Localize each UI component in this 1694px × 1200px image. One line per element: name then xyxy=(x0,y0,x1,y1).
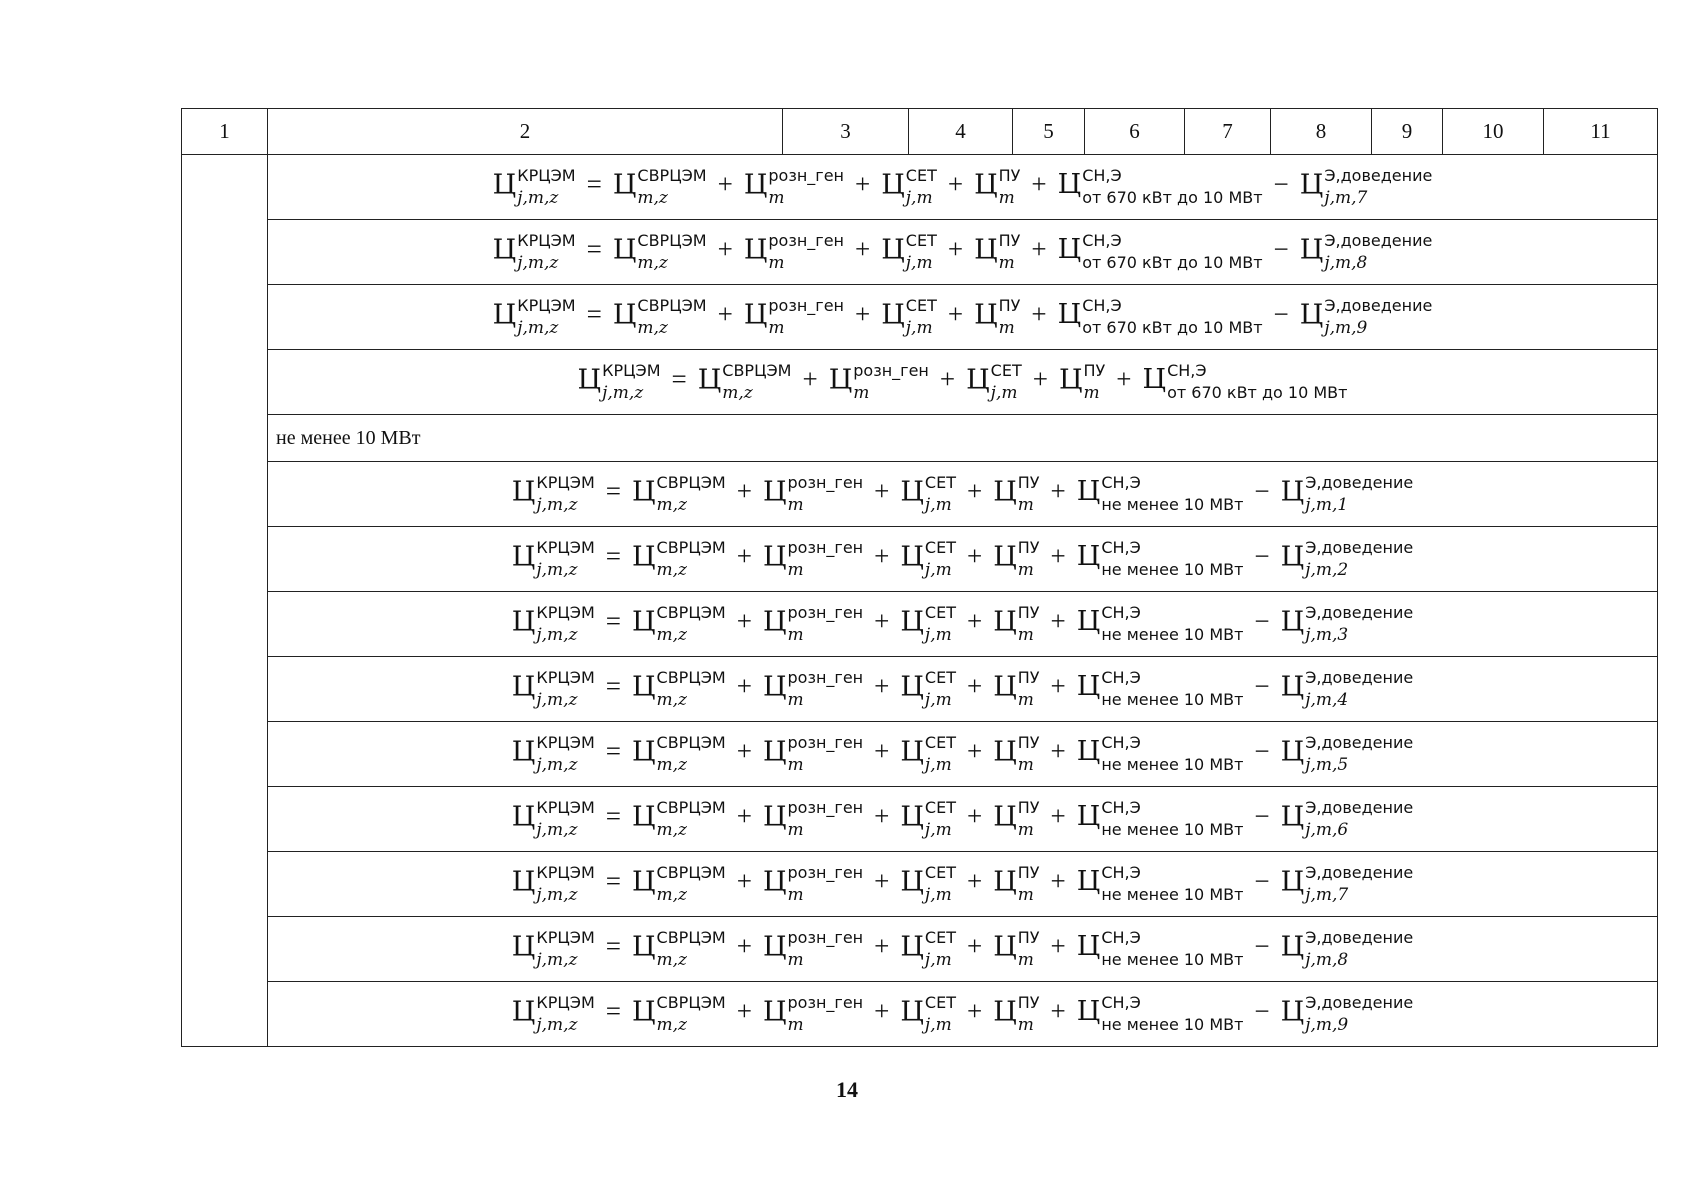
pu-price: Ц ПУ m xyxy=(993,732,1040,775)
delivery-part: − Ц Э,доведение j,m,4 xyxy=(1254,667,1414,710)
formula-row xyxy=(182,527,1658,592)
delivery-part: − Ц Э,доведение j,m,6 xyxy=(1254,797,1414,840)
sn-markup: Ц СН,Э от 670 кВт до 10 МВт xyxy=(1057,231,1263,272)
krcem-price: Ц КРЦЭМ j,m,z xyxy=(511,472,595,515)
retail-gen-price: Ц розн_ген m xyxy=(743,165,844,208)
retail-gen-price: Ц розн_ген m xyxy=(762,797,864,840)
delivery-term: Ц Э,доведение j,m,4 xyxy=(1280,667,1414,710)
formula-cell xyxy=(268,527,1658,592)
network-price: Ц СЕТ j,m xyxy=(881,165,937,208)
formula-cell xyxy=(268,285,1658,350)
sn-markup: Ц СН,Э не менее 10 МВт xyxy=(1076,538,1244,579)
retail-gen-price: Ц розн_ген m xyxy=(762,602,864,645)
retail-gen-price: Ц розн_ген m xyxy=(743,230,844,273)
svrcem-price: Ц СВРЦЭМ m,z xyxy=(697,360,792,403)
formula-row xyxy=(182,350,1658,415)
formula-row xyxy=(182,285,1658,350)
delivery-term: Ц Э,доведение j,m,8 xyxy=(1299,230,1433,273)
delivery-part: − Ц Э,доведение j,m,9 xyxy=(1273,295,1433,338)
pu-price: Ц ПУ m xyxy=(974,230,1021,273)
pu-price: Ц ПУ m xyxy=(993,472,1040,515)
formula-row xyxy=(182,787,1658,852)
krcem-price: Ц КРЦЭМ j,m,z xyxy=(492,295,576,338)
formula-cell xyxy=(268,917,1658,982)
delivery-part: − Ц Э,доведение j,m,2 xyxy=(1254,537,1414,580)
price-formula: Ц КРЦЭМ j,m,z = Ц СВРЦЭМ m,z + Ц розн_ген m + Ц СЕТ j,m + Ц ПУ m + Ц СН,Э от 670 кВт до 10 МВт − Ц Э,доведение j,m,8 xyxy=(492,230,1433,273)
pu-price: Ц ПУ m xyxy=(974,165,1021,208)
pu-price: Ц ПУ m xyxy=(993,862,1040,905)
krcem-price: Ц КРЦЭМ j,m,z xyxy=(511,862,595,905)
svrcem-price: Ц СВРЦЭМ m,z xyxy=(631,797,726,840)
sn-markup: Ц СН,Э не менее 10 МВт xyxy=(1076,668,1244,709)
formula-row xyxy=(182,592,1658,657)
krcem-price: Ц КРЦЭМ j,m,z xyxy=(511,667,595,710)
retail-gen-price: Ц розн_ген m xyxy=(743,295,844,338)
retail-gen-price: Ц розн_ген m xyxy=(762,927,864,970)
krcem-price: Ц КРЦЭМ j,m,z xyxy=(492,165,576,208)
sn-markup: Ц СН,Э от 670 кВт до 10 МВт xyxy=(1057,296,1263,337)
price-formula: Ц КРЦЭМ j,m,z = Ц СВРЦЭМ m,z + Ц розн_ген m + Ц СЕТ j,m + Ц ПУ m + Ц СН,Э от 670 кВт до 10 МВт xyxy=(577,360,1348,403)
retail-gen-price: Ц розн_ген m xyxy=(762,992,864,1035)
network-price: Ц СЕТ j,m xyxy=(900,732,956,775)
formula-row xyxy=(182,982,1658,1047)
section-label: не менее 10 МВт xyxy=(268,415,1658,462)
sn-markup: Ц СН,Э не менее 10 МВт xyxy=(1076,928,1244,969)
pu-price: Ц ПУ m xyxy=(993,797,1040,840)
delivery-part: − Ц Э,доведение j,m,8 xyxy=(1254,927,1414,970)
price-formula: Ц КРЦЭМ j,m,z = Ц СВРЦЭМ m,z + Ц розн_ген m + Ц СЕТ j,m + Ц ПУ m + Ц СН,Э не менее 10 МВт − Ц Э,доведение j,m,6 xyxy=(511,797,1414,840)
network-price: Ц СЕТ j,m xyxy=(900,992,956,1035)
svrcem-price: Ц СВРЦЭМ m,z xyxy=(631,862,726,905)
retail-gen-price: Ц розн_ген m xyxy=(762,862,864,905)
network-price: Ц СЕТ j,m xyxy=(966,360,1022,403)
formula-cell xyxy=(268,852,1658,917)
pu-price: Ц ПУ m xyxy=(993,992,1040,1035)
svrcem-price: Ц СВРЦЭМ m,z xyxy=(631,472,726,515)
retail-gen-price: Ц розн_ген m xyxy=(762,537,864,580)
header-cell: 2 xyxy=(268,109,783,155)
delivery-part: − Ц Э,доведение j,m,9 xyxy=(1254,992,1414,1035)
krcem-price: Ц КРЦЭМ j,m,z xyxy=(511,992,595,1035)
sn-markup: Ц СН,Э не менее 10 МВт xyxy=(1076,473,1244,514)
sn-markup: Ц СН,Э от 670 кВт до 10 МВт xyxy=(1142,361,1348,402)
delivery-term: Ц Э,доведение j,m,5 xyxy=(1280,732,1414,775)
sn-markup: Ц СН,Э не менее 10 МВт xyxy=(1076,798,1244,839)
svrcem-price: Ц СВРЦЭМ m,z xyxy=(631,927,726,970)
header-cell: 9 xyxy=(1372,109,1443,155)
delivery-term: Ц Э,доведение j,m,9 xyxy=(1280,992,1414,1035)
formula-row xyxy=(182,852,1658,917)
formula-cell xyxy=(268,657,1658,722)
formula-table xyxy=(181,108,1658,1047)
header-cell: 7 xyxy=(1185,109,1271,155)
price-formula: Ц КРЦЭМ j,m,z = Ц СВРЦЭМ m,z + Ц розн_ген m + Ц СЕТ j,m + Ц ПУ m + Ц СН,Э не менее 10 МВт − Ц Э,доведение j,m,7 xyxy=(511,862,1414,905)
network-price: Ц СЕТ j,m xyxy=(900,667,956,710)
delivery-term: Ц Э,доведение j,m,6 xyxy=(1280,797,1414,840)
formula-row xyxy=(182,220,1658,285)
formula-cell xyxy=(268,220,1658,285)
network-price: Ц СЕТ j,m xyxy=(881,230,937,273)
price-formula: Ц КРЦЭМ j,m,z = Ц СВРЦЭМ m,z + Ц розн_ген m + Ц СЕТ j,m + Ц ПУ m + Ц СН,Э не менее 10 МВт − Ц Э,доведение j,m,8 xyxy=(511,927,1414,970)
formula-cell xyxy=(268,350,1658,415)
pu-price: Ц ПУ m xyxy=(974,295,1021,338)
network-price: Ц СЕТ j,m xyxy=(900,797,956,840)
retail-gen-price: Ц розн_ген m xyxy=(762,667,864,710)
delivery-term: Ц Э,доведение j,m,1 xyxy=(1280,472,1414,515)
delivery-part: − Ц Э,доведение j,m,5 xyxy=(1254,732,1414,775)
delivery-term: Ц Э,доведение j,m,8 xyxy=(1280,927,1414,970)
delivery-term: Ц Э,доведение j,m,9 xyxy=(1299,295,1433,338)
price-formula: Ц КРЦЭМ j,m,z = Ц СВРЦЭМ m,z + Ц розн_ген m + Ц СЕТ j,m + Ц ПУ m + Ц СН,Э не менее 10 МВт − Ц Э,доведение j,m,5 xyxy=(511,732,1414,775)
header-cell: 10 xyxy=(1443,109,1544,155)
network-price: Ц СЕТ j,m xyxy=(900,927,956,970)
delivery-term: Ц Э,доведение j,m,7 xyxy=(1299,165,1433,208)
krcem-price: Ц КРЦЭМ j,m,z xyxy=(511,732,595,775)
sn-markup: Ц СН,Э не менее 10 МВт xyxy=(1076,863,1244,904)
price-formula: Ц КРЦЭМ j,m,z = Ц СВРЦЭМ m,z + Ц розн_ген m + Ц СЕТ j,m + Ц ПУ m + Ц СН,Э не менее 10 МВт − Ц Э,доведение j,m,1 xyxy=(511,472,1414,515)
formula-row xyxy=(182,917,1658,982)
header-cell: 1 xyxy=(182,109,268,155)
krcem-price: Ц КРЦЭМ j,m,z xyxy=(511,537,595,580)
krcem-price: Ц КРЦЭМ j,m,z xyxy=(577,360,661,403)
retail-gen-price: Ц розн_ген m xyxy=(828,360,929,403)
header-cell: 3 xyxy=(783,109,909,155)
krcem-price: Ц КРЦЭМ j,m,z xyxy=(492,230,576,273)
retail-gen-price: Ц розн_ген m xyxy=(762,472,864,515)
pu-price: Ц ПУ m xyxy=(993,667,1040,710)
formula-cell xyxy=(268,155,1658,220)
svrcem-price: Ц СВРЦЭМ m,z xyxy=(631,732,726,775)
pu-price: Ц ПУ m xyxy=(993,602,1040,645)
formula-cell xyxy=(268,982,1658,1047)
svrcem-price: Ц СВРЦЭМ m,z xyxy=(612,295,707,338)
price-formula: Ц КРЦЭМ j,m,z = Ц СВРЦЭМ m,z + Ц розн_ген m + Ц СЕТ j,m + Ц ПУ m + Ц СН,Э не менее 10 МВт − Ц Э,доведение j,m,9 xyxy=(511,992,1414,1035)
formula-cell xyxy=(268,722,1658,787)
krcem-price: Ц КРЦЭМ j,m,z xyxy=(511,602,595,645)
svrcem-price: Ц СВРЦЭМ m,z xyxy=(631,602,726,645)
price-formula: Ц КРЦЭМ j,m,z = Ц СВРЦЭМ m,z + Ц розн_ген m + Ц СЕТ j,m + Ц ПУ m + Ц СН,Э не менее 10 МВт − Ц Э,доведение j,m,4 xyxy=(511,667,1414,710)
header-cell: 5 xyxy=(1013,109,1085,155)
svrcem-price: Ц СВРЦЭМ m,z xyxy=(631,537,726,580)
network-price: Ц СЕТ j,m xyxy=(900,862,956,905)
pu-price: Ц ПУ m xyxy=(993,537,1040,580)
sn-markup: Ц СН,Э от 670 кВт до 10 МВт xyxy=(1057,166,1263,207)
formula-row xyxy=(182,462,1658,527)
formula-row xyxy=(182,722,1658,787)
network-price: Ц СЕТ j,m xyxy=(900,537,956,580)
formula-cell xyxy=(268,592,1658,657)
svrcem-price: Ц СВРЦЭМ m,z xyxy=(631,667,726,710)
delivery-term: Ц Э,доведение j,m,3 xyxy=(1280,602,1414,645)
sn-markup: Ц СН,Э не менее 10 МВт xyxy=(1076,603,1244,644)
header-cell: 6 xyxy=(1085,109,1185,155)
formula-row xyxy=(182,657,1658,722)
krcem-price: Ц КРЦЭМ j,m,z xyxy=(511,797,595,840)
price-formula: Ц КРЦЭМ j,m,z = Ц СВРЦЭМ m,z + Ц розн_ген m + Ц СЕТ j,m + Ц ПУ m + Ц СН,Э от 670 кВт до 10 МВт − Ц Э,доведение j,m,7 xyxy=(492,165,1433,208)
page-number: 14 xyxy=(836,1077,858,1102)
delivery-part: − Ц Э,доведение j,m,8 xyxy=(1273,230,1433,273)
delivery-part: − Ц Э,доведение j,m,3 xyxy=(1254,602,1414,645)
sn-markup: Ц СН,Э не менее 10 МВт xyxy=(1076,733,1244,774)
network-price: Ц СЕТ j,m xyxy=(900,472,956,515)
sn-markup: Ц СН,Э не менее 10 МВт xyxy=(1076,993,1244,1034)
header-row xyxy=(182,109,1658,155)
header-cell: 4 xyxy=(909,109,1013,155)
network-price: Ц СЕТ j,m xyxy=(900,602,956,645)
pu-price: Ц ПУ m xyxy=(1058,360,1106,403)
svrcem-price: Ц СВРЦЭМ m,z xyxy=(631,992,726,1035)
delivery-part: − Ц Э,доведение j,m,1 xyxy=(1254,472,1414,515)
price-formula: Ц КРЦЭМ j,m,z = Ц СВРЦЭМ m,z + Ц розн_ген m + Ц СЕТ j,m + Ц ПУ m + Ц СН,Э не менее 10 МВт − Ц Э,доведение j,m,3 xyxy=(511,602,1414,645)
formula-cell xyxy=(268,787,1658,852)
svrcem-price: Ц СВРЦЭМ m,z xyxy=(612,165,707,208)
header-cell: 11 xyxy=(1544,109,1658,155)
price-formula: Ц КРЦЭМ j,m,z = Ц СВРЦЭМ m,z + Ц розн_ген m + Ц СЕТ j,m + Ц ПУ m + Ц СН,Э от 670 кВт до 10 МВт − Ц Э,доведение j,m,9 xyxy=(492,295,1433,338)
network-price: Ц СЕТ j,m xyxy=(881,295,937,338)
retail-gen-price: Ц розн_ген m xyxy=(762,732,864,775)
price-formula: Ц КРЦЭМ j,m,z = Ц СВРЦЭМ m,z + Ц розн_ген m + Ц СЕТ j,m + Ц ПУ m + Ц СН,Э не менее 10 МВт − Ц Э,доведение j,m,2 xyxy=(511,537,1414,580)
column-1-cell xyxy=(182,155,268,1047)
header-cell: 8 xyxy=(1271,109,1372,155)
svrcem-price: Ц СВРЦЭМ m,z xyxy=(612,230,707,273)
krcem-price: Ц КРЦЭМ j,m,z xyxy=(511,927,595,970)
delivery-term: Ц Э,доведение j,m,2 xyxy=(1280,537,1414,580)
formula-cell xyxy=(268,462,1658,527)
section-row xyxy=(182,415,1658,462)
formula-row xyxy=(182,155,1658,220)
delivery-part: − Ц Э,доведение j,m,7 xyxy=(1254,862,1414,905)
pu-price: Ц ПУ m xyxy=(993,927,1040,970)
delivery-part: − Ц Э,доведение j,m,7 xyxy=(1273,165,1433,208)
delivery-term: Ц Э,доведение j,m,7 xyxy=(1280,862,1414,905)
